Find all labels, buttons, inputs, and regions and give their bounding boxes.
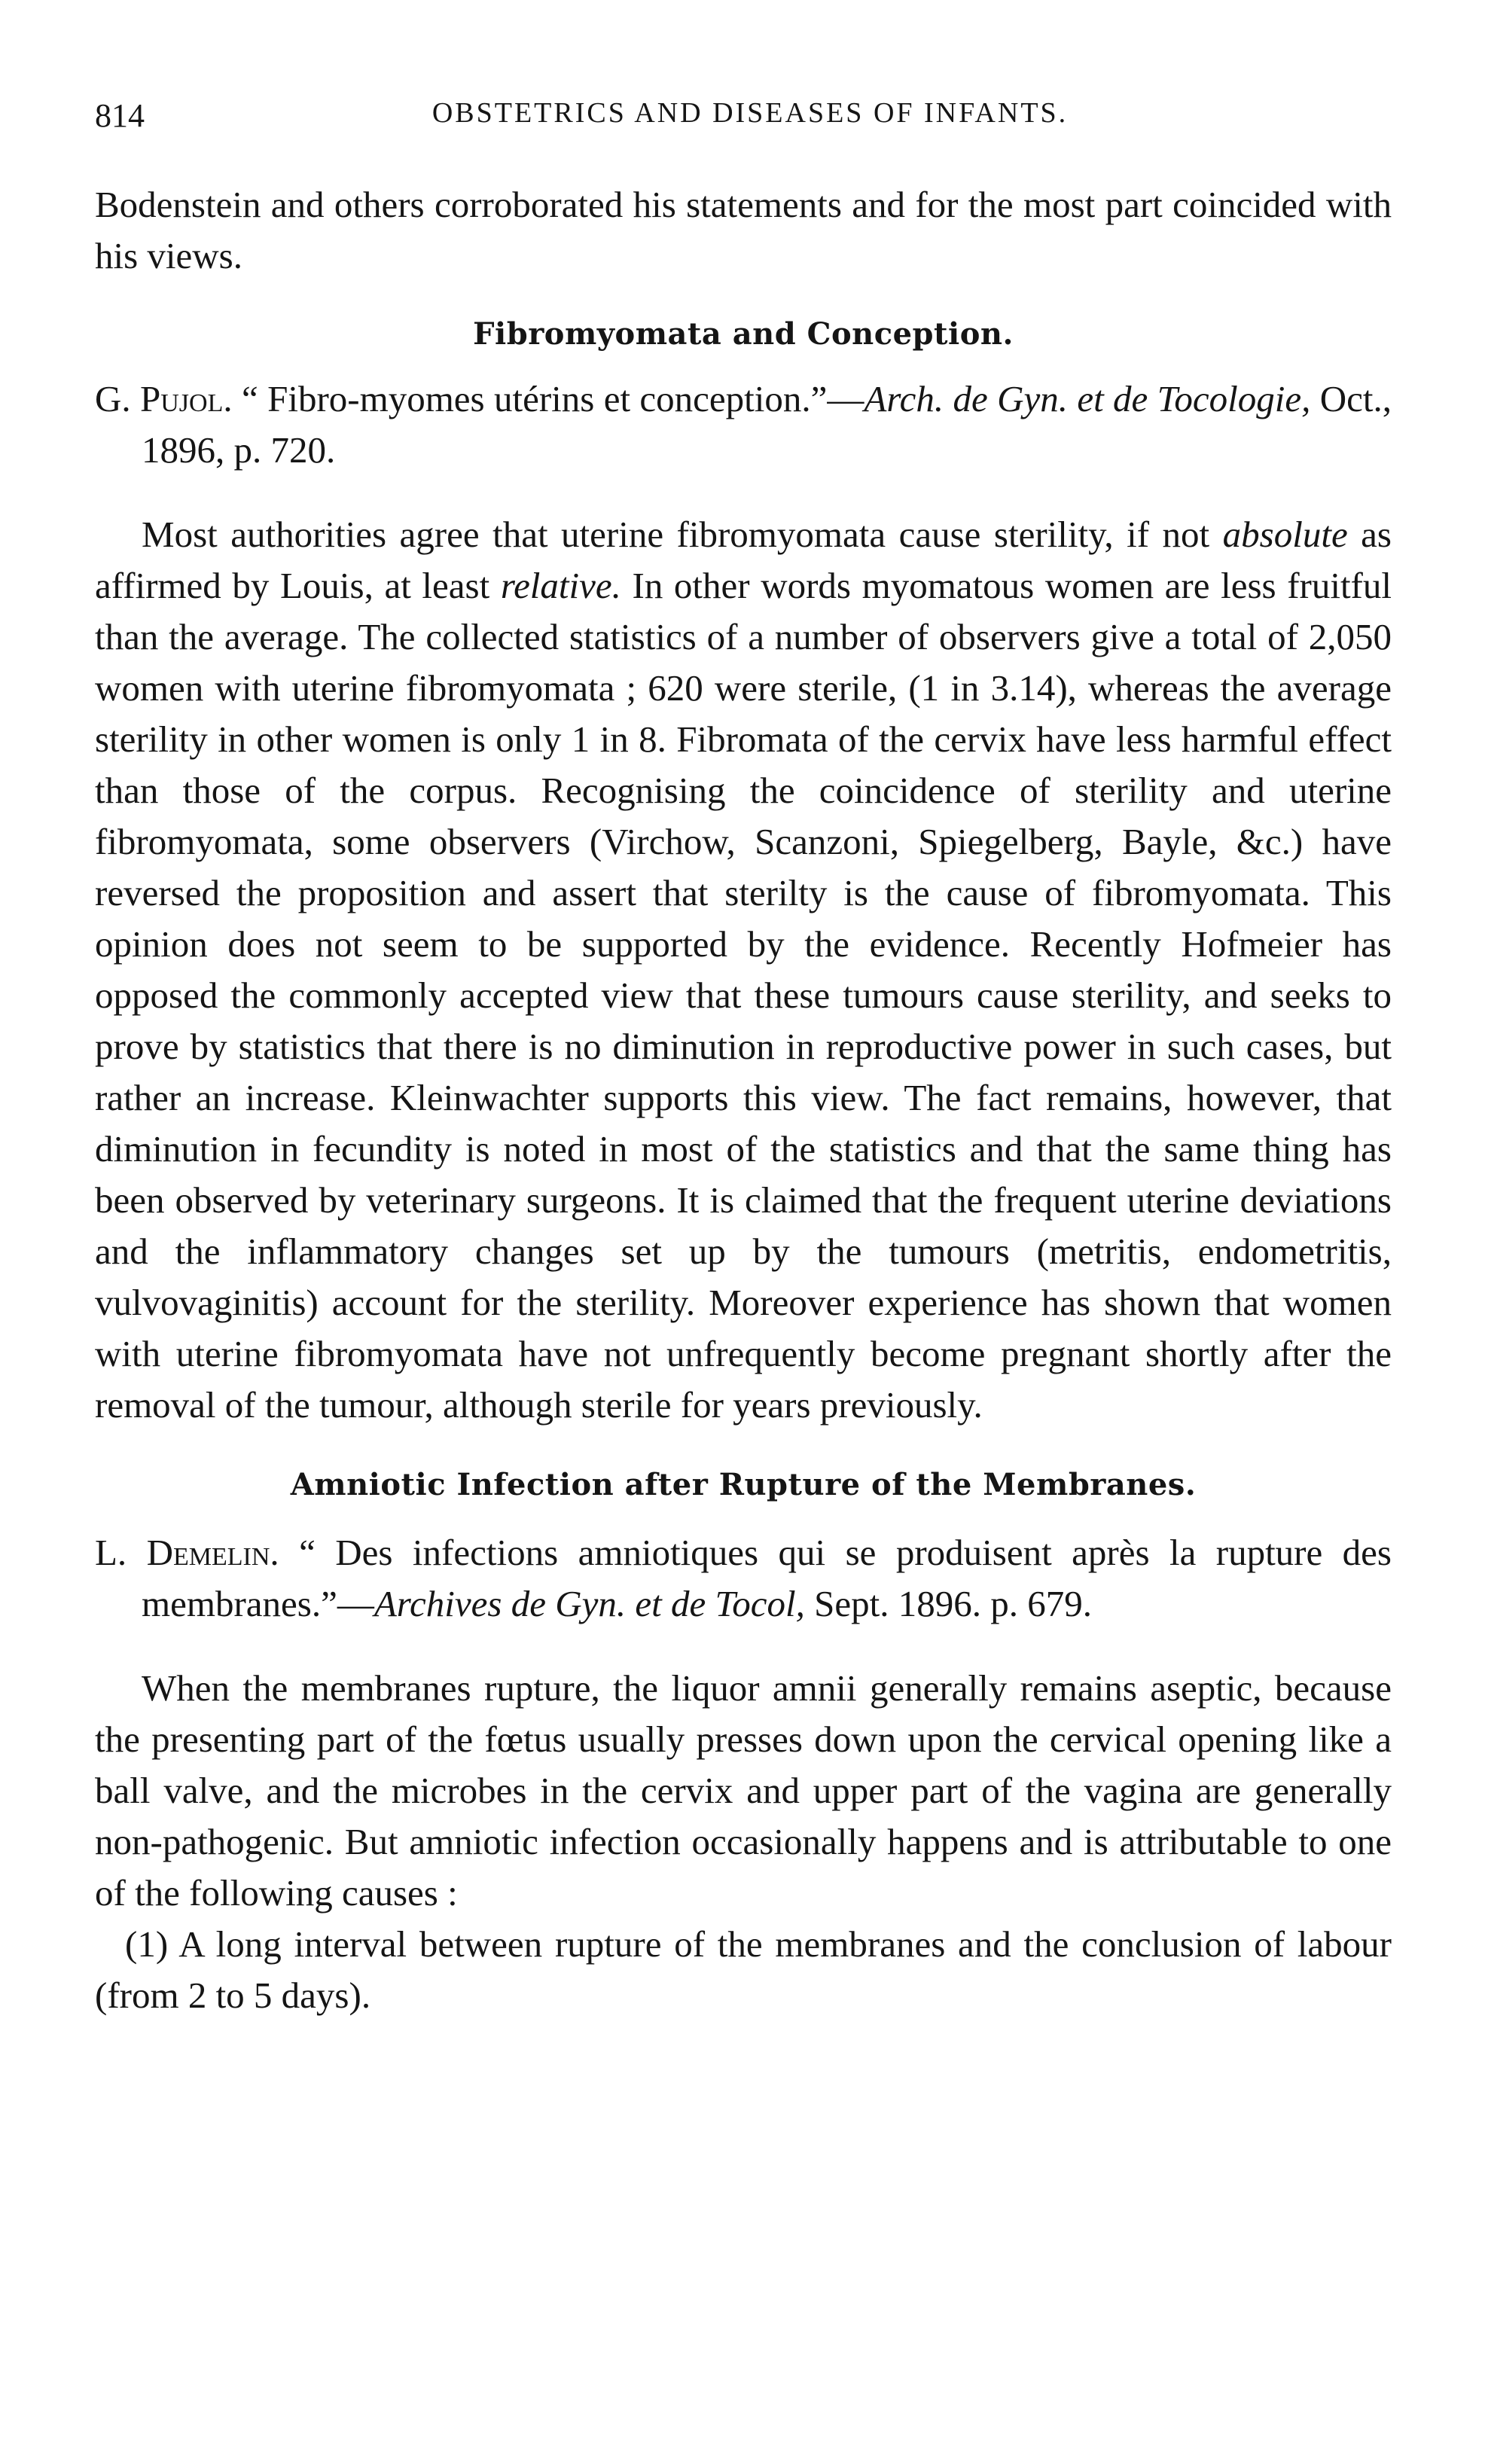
- citation-title: “ Fibro-myomes utérins et conception.”—: [232, 378, 864, 419]
- citation-journal: Archives de Gyn. et de Tocol,: [374, 1583, 805, 1624]
- paragraph-text: as affirmed by Louis, at least: [95, 514, 1392, 606]
- paragraph-text: Most authorities agree that uterine fibromyomata cause sterility, if not: [142, 514, 1223, 555]
- citation-details: Sept. 1896. p. 679.: [804, 1583, 1092, 1624]
- continued-paragraph: Bodenstein and others corroborated his statements and for the most part coincided with his views.: [95, 184, 1392, 276]
- fibromyomata-paragraph: [95, 509, 1392, 1431]
- page-header: [95, 96, 1390, 142]
- paragraph-emphasis: relative.: [500, 565, 621, 606]
- amniotic-paragraph: When the membranes rupture, the liquor amnii generally remains aseptic, because the presenting part of the fœtus usually presses down upon the cervical opening like a ball valve, and the microbes in the cervix and upper part of the vagina are generally non-pathogenic. But amniotic infection occasionally happens and is attributable to one of the following causes :: [95, 1667, 1392, 1914]
- section-heading-fibromyomata: Fibromyomata and Conception.: [473, 316, 1014, 352]
- citation-details: Oct., 1896, p. 720.: [142, 378, 1392, 471]
- citation-journal: Arch. de Gyn. et de Tocologie,: [864, 378, 1311, 419]
- page-number: 814: [95, 97, 145, 134]
- citation-title: “ Des infections amniotiques qui se produisent après la rupture des membranes.”—: [142, 1532, 1392, 1624]
- section-heading-amniotic-infection: Amniotic Infection after Rupture of the Membranes.: [290, 1467, 1197, 1502]
- citation-author-initial: L.: [95, 1532, 147, 1573]
- list-item: (1) A long interval between rupture of the membranes and the conclusion of labour (from 2 to 5 days).: [95, 1923, 1392, 2016]
- paragraph-text: In other words myomatous women are less fruitful than the average. The collected statistics of a number of observers give a total of 2,050 women with uterine fibromyomata ; 620 were sterile, (1 in 3.14), whereas the average sterility in other women is only 1 in 8. Fibromata of the cervix have less harmful effect than those of the corpus. Recognising the coincidence of sterility and uterine fibromyomata, some observers (Virchow, Scanzoni, Spiegelberg, Bayle, &c.) have reversed the proposition and assert that sterilty is the cause of fibromyomata. This opinion does not seem to be supported by the evidence. Recently Hofmeier has opposed the commonly accepted view that these tumours cause sterility, and seeks to prove by statistics that there is no diminution in reproductive power in such cases, but rather an increase. Kleinwachter supports this view. The fact remains, however, that diminution in fecundity is noted in most of the statistics and that the same thing has been observed by veterinary surgeons. It is claimed that the frequent uterine deviations and the inflammatory changes set up by the tumours (metritis, endometritis, vulvovaginitis) account for the sterility. Moreover experience has shown that women with uterine fibromyomata have not unfrequently become pregnant shortly after the removal of the tumour, although sterile for years previously.: [95, 565, 1392, 1426]
- citation-author-name: Demelin.: [146, 1532, 279, 1573]
- citation-pujol: [95, 374, 1392, 476]
- paragraph-emphasis: absolute: [1222, 514, 1348, 555]
- citation-author-name: Pujol.: [140, 378, 233, 419]
- page-body: [95, 179, 1392, 2021]
- citation-author-initial: G.: [95, 378, 140, 419]
- running-head: OBSTETRICS AND DISEASES OF INFANTS.: [431, 97, 1069, 129]
- citation-demelin: [95, 1527, 1392, 1630]
